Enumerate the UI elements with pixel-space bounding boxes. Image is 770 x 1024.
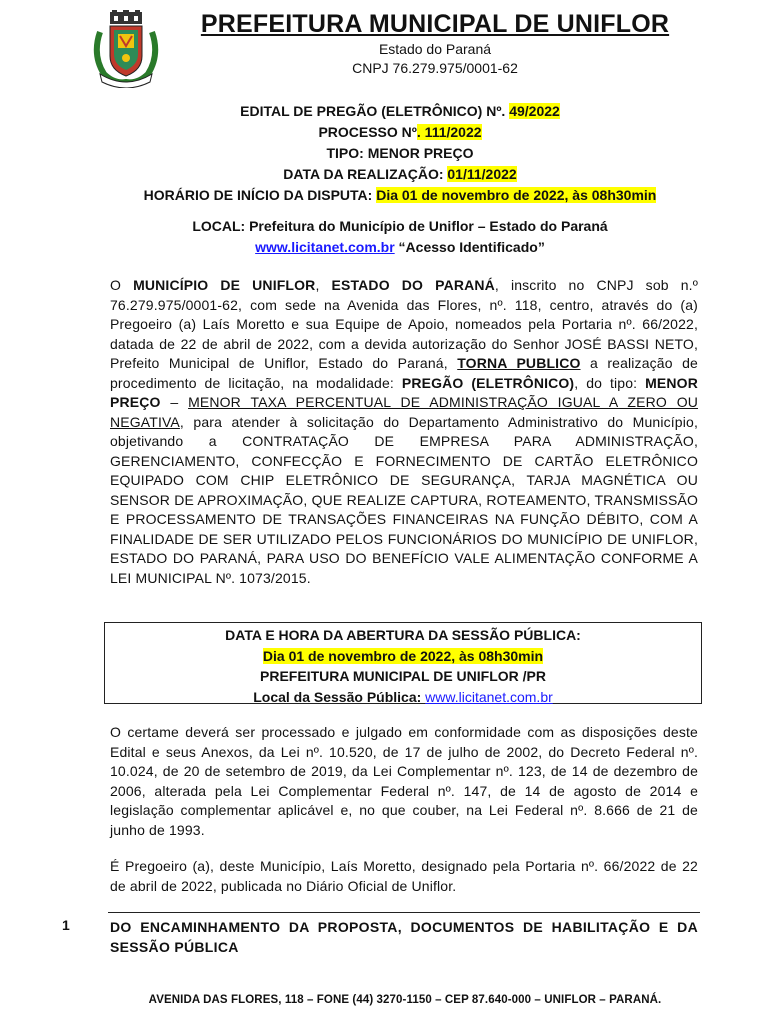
session-place: PREFEITURA MUNICIPAL DE UNIFLOR /PR bbox=[260, 668, 546, 684]
session-date: Dia 01 de novembro de 2022, às 08h30min bbox=[262, 647, 544, 664]
page-footer: AVENIDA DAS FLORES, 118 – FONE (44) 3270-1150 – CEP 87.640-000 – UNIFLOR – PARANÁ. bbox=[148, 994, 662, 1006]
page-title: PREFEITURA MUNICIPAL DE UNIFLOR bbox=[200, 10, 670, 38]
edital-number: 49/2022 bbox=[509, 103, 560, 119]
processo-line: PROCESSO Nº. 111/2022 bbox=[318, 124, 482, 140]
licitanet-link[interactable]: www.licitanet.com.br bbox=[255, 239, 395, 255]
tipo-line: TIPO: MENOR PREÇO bbox=[326, 145, 474, 161]
cnpj-line: CNPJ 76.279.975/0001-62 bbox=[352, 60, 518, 76]
document-header bbox=[170, 8, 700, 78]
horario-line: HORÁRIO DE INÍCIO DA DISPUTA: Dia 01 de novembro de 2022, às 08h30min bbox=[143, 187, 657, 203]
data-realizacao: 01/11/2022 bbox=[447, 166, 517, 182]
session-box bbox=[104, 622, 702, 704]
local-line: LOCAL: Prefeitura do Município de Uniflor – Estado do Paraná bbox=[192, 218, 608, 234]
section-number: 1 bbox=[62, 917, 70, 933]
local-block bbox=[100, 216, 700, 258]
data-realizacao-line: DATA DA REALIZAÇÃO: 01/11/2022 bbox=[283, 166, 517, 182]
edital-block bbox=[100, 101, 700, 206]
coat-of-arms-logo bbox=[90, 10, 162, 88]
session-local: Local da Sessão Pública: www.licitanet.com.br bbox=[253, 688, 553, 705]
processo-number: . 111/2022 bbox=[416, 124, 482, 140]
edital-number-line: EDITAL DE PREGÃO (ELETRÔNICO) Nº. 49/2022 bbox=[240, 103, 560, 119]
access-line: www.licitanet.com.br “Acesso Identificado” bbox=[255, 239, 545, 255]
legal-paragraph: O certame deverá ser processado e julgado em conformidade com as disposições deste Edital e seus Anexos, da Lei nº. 10.520, de 17 de julho de 2002, do Decreto Federal nº. 10.024, de 20 de setembro de 2019, da Lei Complementar nº. 123, de 14 de dezembro de 2006, alterada pela Lei Complementar Federal nº. 147, de 14 de agosto de 2014 e legislação complementar aplicável e, no que couber, na Lei Federal nº. 8.666 de 21 de junho de 1993. bbox=[110, 724, 698, 838]
pregoeiro-paragraph: É Pregoeiro (a), deste Município, Laís Moretto, designado pela Portaria nº. 66/2022 de 22 de abril de 2022, publicada no Diário Oficial de Uniflor. bbox=[110, 858, 698, 894]
section-title: DO ENCAMINHAMENTO DA PROPOSTA, DOCUMENTOS DE HABILITAÇÃO E DA SESSÃO PÚBLICA bbox=[110, 919, 698, 955]
horario-value: Dia 01 de novembro de 2022, às 08h30min bbox=[376, 187, 657, 203]
section-divider bbox=[108, 912, 700, 913]
session-heading: DATA E HORA DA ABERTURA DA SESSÃO PÚBLICA: bbox=[225, 627, 581, 643]
session-link[interactable]: www.licitanet.com.br bbox=[425, 688, 553, 705]
state-line: Estado do Paraná bbox=[378, 41, 492, 57]
intro-paragraph: O MUNICÍPIO DE UNIFLOR, ESTADO DO PARANÁ, inscrito no CNPJ sob n.º 76.279.975/0001-62, com sede na Avenida das Flores, nº. 118, centro, através do (a) Pregoeiro (a) Laís Moretto e sua Equipe de Apoio, nomeados pela Portaria nº. 66/2022, datada de 22 de abril de 2022, com a devida autorização do Senhor JOSÉ BASSI NETO, Prefeito Municipal de Uniflor, Estado do Paraná, TORNA PUBLICO a realização de procedimento de licitação, na modalidade: PREGÃO (ELETRÔNICO), do tipo: MENOR PREÇO – MENOR TAXA PERCENTUAL DE ADMINISTRAÇÃO IGUAL A ZERO OU NEGATIVA, para atender à solicitação do Departamento Administrativo do Município, objetivando a CONTRATAÇÃO DE EMPRESA PARA ADMINISTRAÇÃO, GERENCIAMENTO, CONFECÇÃO E FORNECIMENTO DE CARTÃO ELETRÔNICO EQUIPADO COM CHIP ELETRÔNICO DE SEGURANÇA, TARJA MAGNÉTICA OU SENSOR DE APROXIMAÇÃO, QUE REALIZE CAPTURA, ROTEAMENTO, TRANSMISSÃO E PROCESSAMENTO DE TRANSAÇÕES FINANCEIRAS NA FUNÇÃO DÉBITO, COM A FINALIDADE DE SER UTILIZADO PELOS FUNCIONÁRIOS DO MUNICÍPIO DE UNIFLOR, ESTADO DO PARANÁ, PARA USO DO BENEFÍCIO VALE ALIMENTAÇÃO CONFORME A LEI MUNICIPAL Nº. 1073/2015. bbox=[110, 277, 699, 586]
